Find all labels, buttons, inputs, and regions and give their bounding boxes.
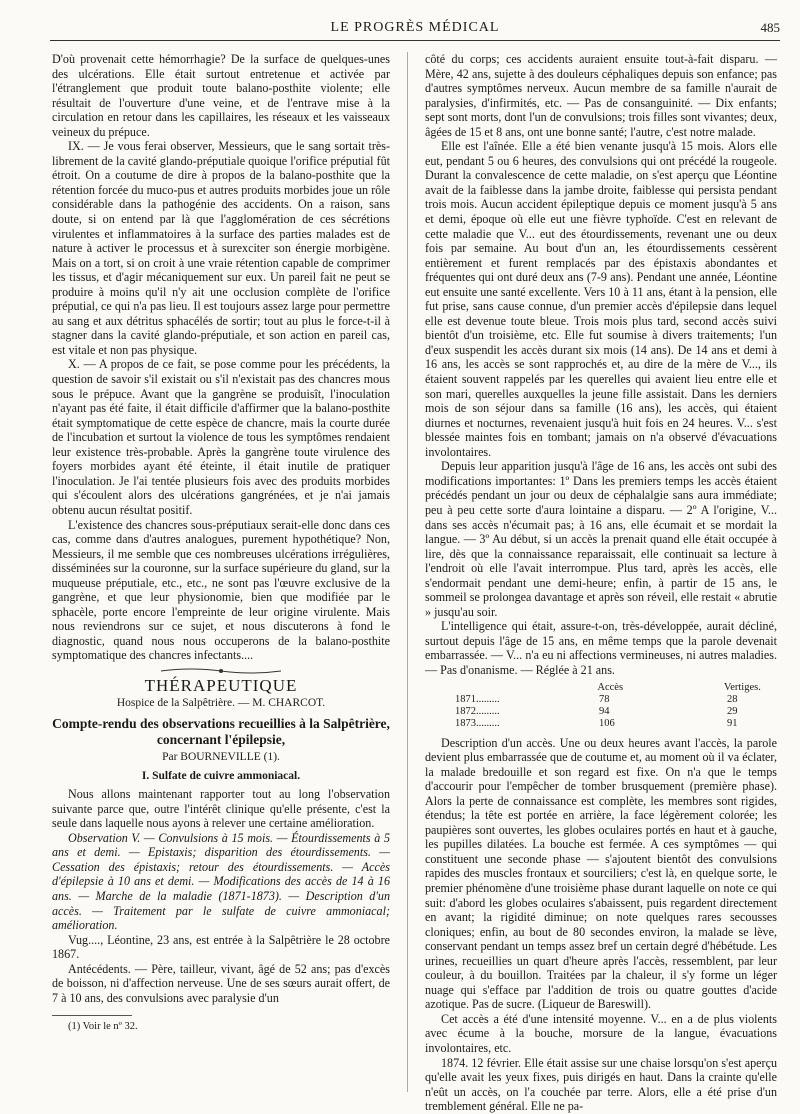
paragraph: 1874. 12 février. Elle était assise sur une chaise lorsqu'on s'est aperçu qu'elle avait les yeux fixes, puis dirigés en haut. Dans la crainte qu'elle n'eût un accès, on l'a couchée par terre. Alors, elle a été prise d'un tremblement général. Elle ne pa- [425,1055,777,1114]
paragraph: côté du corps; ces accidents auraient ensuite tout-à-fait disparu. — Mère, 42 ans, sujette à des douleurs céphaliques depuis son enfance; pas d'autres symptômes nerveux. Aucun membre de sa famille n'aurait de paralysies, d'infirmités, etc. — Pas de consanguinité. — Dix enfants; sept sont morts, dont l'un de convulsions; trois filles sont vivantes; deux, âgées de 15 et 8 ans, ont une bonne santé; l'autre, c'est notre malade. [425,52,777,139]
table-cell: 91 [727,717,738,729]
table-row [455,706,777,718]
paragraph: Nous allons maintenant rapporter tout au long l'observation suivante parce que, outre l'intérêt clinique qu'elle présente, c'est la seule dans laquelle nous ayons à relever une certaine amélioration. [52,787,390,831]
paragraph: IX. — Je vous ferai observer, Messieurs, que le sang sortait très-librement de la cavité glando-préputiale quoique l'orifice préputial fût étroit. On a coutume de dire à propos de la balano-posthite que la rétention forcée du muco-pus et autres produits morbides joue un rôle considérable dans la pathogénie des accidents. On a raison, sans doute, si on entend par là que l'agglomération de ces sécrétions virulentes et inflammatoires à la surface des parties malades est de nature à activer le processus et à surexciter son énergie morbigène. Mais on a tort, si on croit à une vraie rétention capable de comprimer les tissus, et d'agir mécaniquement sur eux. Un pareil fait ne peut se produire à moins qu'il n'y ait une occlusion complète de l'orifice préputial, ce qui n'a pas lieu. Il est toujours assez large pour permettre au sang et aux détritus sphacélés de sortir; tout au plus le force-t-il à stagner dans la cavité glando-préputiale, et son action en pareil cas, est vitale et non pas physique. [52,139,390,357]
right-column [425,52,777,1114]
table-header: Accès [597,681,624,693]
table-header-row [455,682,777,694]
paragraph: L'intelligence qui était, assure-t-on, très-développée, aurait décliné, surtout depuis l'âge de 15 ans, en même temps que la parole devenait embarrassée. — V... n'a eu ni affections vermineuses, ni autres maladies. — Pas d'onanisme. — Réglée à 21 ans. [425,619,777,677]
paragraph: Elle est l'aînée. Elle a été bien venante jusqu'à 15 mois. Alors elle eut, pendant 5 ou 6 heures, des convulsions qui ont précédé la rougeole. Durant la convalescence de cette maladie, on s'est aperçu que Léontine avait de la faiblesse dans la jambe droite, faiblesse qui persista pendant trois mois. Aucun accident épileptique depuis ce moment jusqu'à 5 ans et demi, époque où elle eut une fièvre typhoïde. C'est en relevant de cette maladie que V... eut des étourdissements, revenant une ou deux fois par semaine. Au bout d'un an, les étourdissements cessèrent entièrement et furent remplacés par des épistaxis abondantes et fréquentes qui ont duré deux ans (7-9 ans). Pendant une année, Léontine eut ensuite une santé excellente. Vers 10 à 11 ans, étant à la pension, elle fut prise, sans cause connue, d'un premier accès d'épilepsie dans lequel elle est devenue toute bleue. Trois mois plus tard, second accès suivi bientôt d'un troisième, etc. Elle fut soumise à divers traitements; l'un d'eux suspendit les accès durant six mois (14 ans). De 14 ans et demi à 16 ans, les accès se sont rapprochés et, au dire de la mère de V..., ils étaient souvent rappelés par les querelles qui avaient lieu entre elle et son mari, querelles auxquelles la jeune fille assistait. Dans les derniers mois de son séjour dans sa famille (16 ans), les accès, qui étaient diurnes et nocturnes, revenaient jusqu'à huit fois en 24 heures. V... s'est blessée maintes fois en tombant; jamais on n'a observé d'évacuations involontaires. [425,139,777,459]
page-header [50,16,780,41]
paragraph: Vug...., Léontine, 23 ans, est entrée à la Salpêtrière le 28 octobre 1867. [52,932,390,962]
table-cell: 94 [599,705,610,717]
table-header: Vertiges. [723,681,761,693]
table-cell: 1873......... [455,717,500,729]
table-cell: 78 [599,693,610,705]
table-cell: 29 [727,705,738,717]
table-cell: 28 [727,693,738,705]
article-title: Compte-rendu des observations recueillies à la Salpêtrière, concernant l'épilepsie, [52,716,390,748]
article-byline: Par BOURNEVILLE (1). [162,751,280,764]
table-header [455,682,561,694]
seizure-table [455,682,777,730]
table-row [455,694,777,706]
paragraph: Depuis leur apparition jusqu'à l'âge de 16 ans, les accès ont subi des modifications importantes: 1º Dans les premiers temps les accès étaient précédés pendant un jour ou deux de céphalalgie sans aura immédiate; peu à peu cette sorte d'aura lointaine a disparu. — 2º A l'origine, V... dans ses accès n'écumait pas; à 16 ans, elle écumait et se mordait la langue. — 3º Au début, si un accès la prenait quand elle était occupée à lire, dès que la connaissance reparaissait, elle continuait sa lecture à l'endroit où elle l'avait interrompue. Plus tard, après les accès, elle s'endormait pendant une demi-heure; enfin, à partir de 15 ans, le sommeil se prolongea davantage et après son réveil, elle restait « abrutie » jusqu'au soir. [425,459,777,619]
column-rule [407,52,408,1092]
observation-summary: Observation V. — Convulsions à 15 mois. — Étourdissements à 5 ans et demi. — Epistaxis; disparition des étourdissements. — Cessation des épistaxis; retour des étourdissements. — Accès d'épilepsie à 10 ans et demi. — Modifications des accès de 14 à 16 ans. — Marche de la maladie (1871-1873). — Description d'un accès. — Traitement par le sulfate de cuivre ammoniacal; amélioration. [52,830,390,933]
footnote-rule [52,1015,132,1016]
paragraph: Antécédents. — Père, tailleur, vivant, âgé de 52 ans; pas d'excès de boisson, ni d'affection nerveuse. Une de ses sœurs aurait offert, de 7 à 10 ans, des convulsions avec paralysie d'un [52,961,390,1005]
journal-title: LE PROGRÈS MÉDICAL [330,20,500,35]
ornament-divider-icon [161,667,281,675]
table-row [455,718,777,730]
footnote: (1) Voir le nº 32. [68,1021,138,1033]
section-subtitle: Hospice de la Salpêtrière. — M. CHARCOT. [116,696,326,709]
section-title: THÉRAPEUTIQUE [144,675,298,695]
table-cell: 106 [599,717,615,729]
paragraph: Description d'un accès. Une ou deux heures avant l'accès, la parole devient plus embarrassée que de coutume et, au moment où il va éclater, la malade bredouille et son regard est fixe. On n'a que le temps d'accourir pour l'empêcher de tomber brusquement (première phase). Alors la perte de connaissance est complète, les membres sont rigides, étendus; la tête est portée en arrière, la face légèrement colorée; les paupières sont ouvertes, les globes oculaires portés en haut et à gauche, les pupilles dilatées. La bouche est fermée. A ces symptômes — qui constituent une seconde phase — s'ajoutent bientôt des convulsions rapides des muscles frontaux et sourciliers; c'est là, en quelque sorte, le premier phénomène d'une troisième phase durant laquelle on note ce qui suit: d'abord les globes oculaires s'abaissent, puis regardent directement en avant; la rigidité diminue; on note quelques rares secousses cloniques; enfin, au bout de 80 secondes environ, la malade se lève, conservant pendant un temps assez bref un certain degré d'hébétude. Les urines, recueillies un quart d'heure après l'accès, ressemblent, par leur couleur, à du bouillon. Traitées par la chaleur, il s'y forme un léger nuage qui s'efface par l'addition de trois ou quatre gouttes d'acide azotique. Pas de sucre. (Liqueur de Bareswill). [425,735,777,1012]
page-number: 485 [760,20,780,35]
table-cell: 1872......... [455,705,500,717]
paragraph: X. — A propos de ce fait, se pose comme pour les précédents, la question de savoir s'il existait ou s'il n'existait pas des chancres mous sous le prépuce. Avant que la gangrène se produisît, l'inoculation n'ayant pas été faite, il était difficile d'affirmer que la balano-posthite était symptomatique de cette espèce de chancre, mais la courte durée de l'incubation et surtout la violence de tous les symptômes rendaient leur existence très-probable. Après la gangrène toute virulence des foyers morbides ayant été éteinte, il était inutile de pratiquer l'inoculation. Je l'ai tentée plusieurs fois avec des produits morbides qui s'écoulent alors des ulcérations gangrénées, et je n'ai jamais obtenu aucun résultat positif. [52,357,390,517]
paragraph: L'existence des chancres sous-préputiaux serait-elle donc dans ces cas, comme dans d'autres analogues, purement hypothétique? Non, Messieurs, il me semble que ces nombreuses ulcérations irrégulières, disséminées sur la couronne, sur la surface supérieure du gland, sur la muqueuse préputiale, etc., etc., ne sont pas l'œuvre exclusive de la gangrène, et que leur physionomie, bien que modifiée par le sphacèle, porte encore l'empreinte de leur origine virulente. Mais nous reviendrons sur ce sujet, et nous discuterons à fond le diagnostic, quand nous nous occuperons de la balano-posthite symptomatique des chancres infectants.... [52,517,390,663]
paragraph: Cet accès a été d'une intensité moyenne. V... en a de plus violents avec écume à la bouche, morsure de la langue, évacuations involontaires, etc. [425,1011,777,1055]
article-subheading: I. Sulfate de cuivre ammoniacal. [141,769,301,782]
table-cell: 1871......... [455,693,500,705]
left-column [52,52,390,1092]
paragraph: D'où provenait cette hémorrhagie? De la surface de quelques-unes des ulcérations. Elle était surtout entretenue et activée par l'étranglement que produit toute balano-posthite violente; elle résultait de l'ouverture d'une veine, et de l'entrave mise à la circulation en retour dans les capillaires, les réseaux et les vaisseaux veineux du prépuce. [52,52,390,139]
